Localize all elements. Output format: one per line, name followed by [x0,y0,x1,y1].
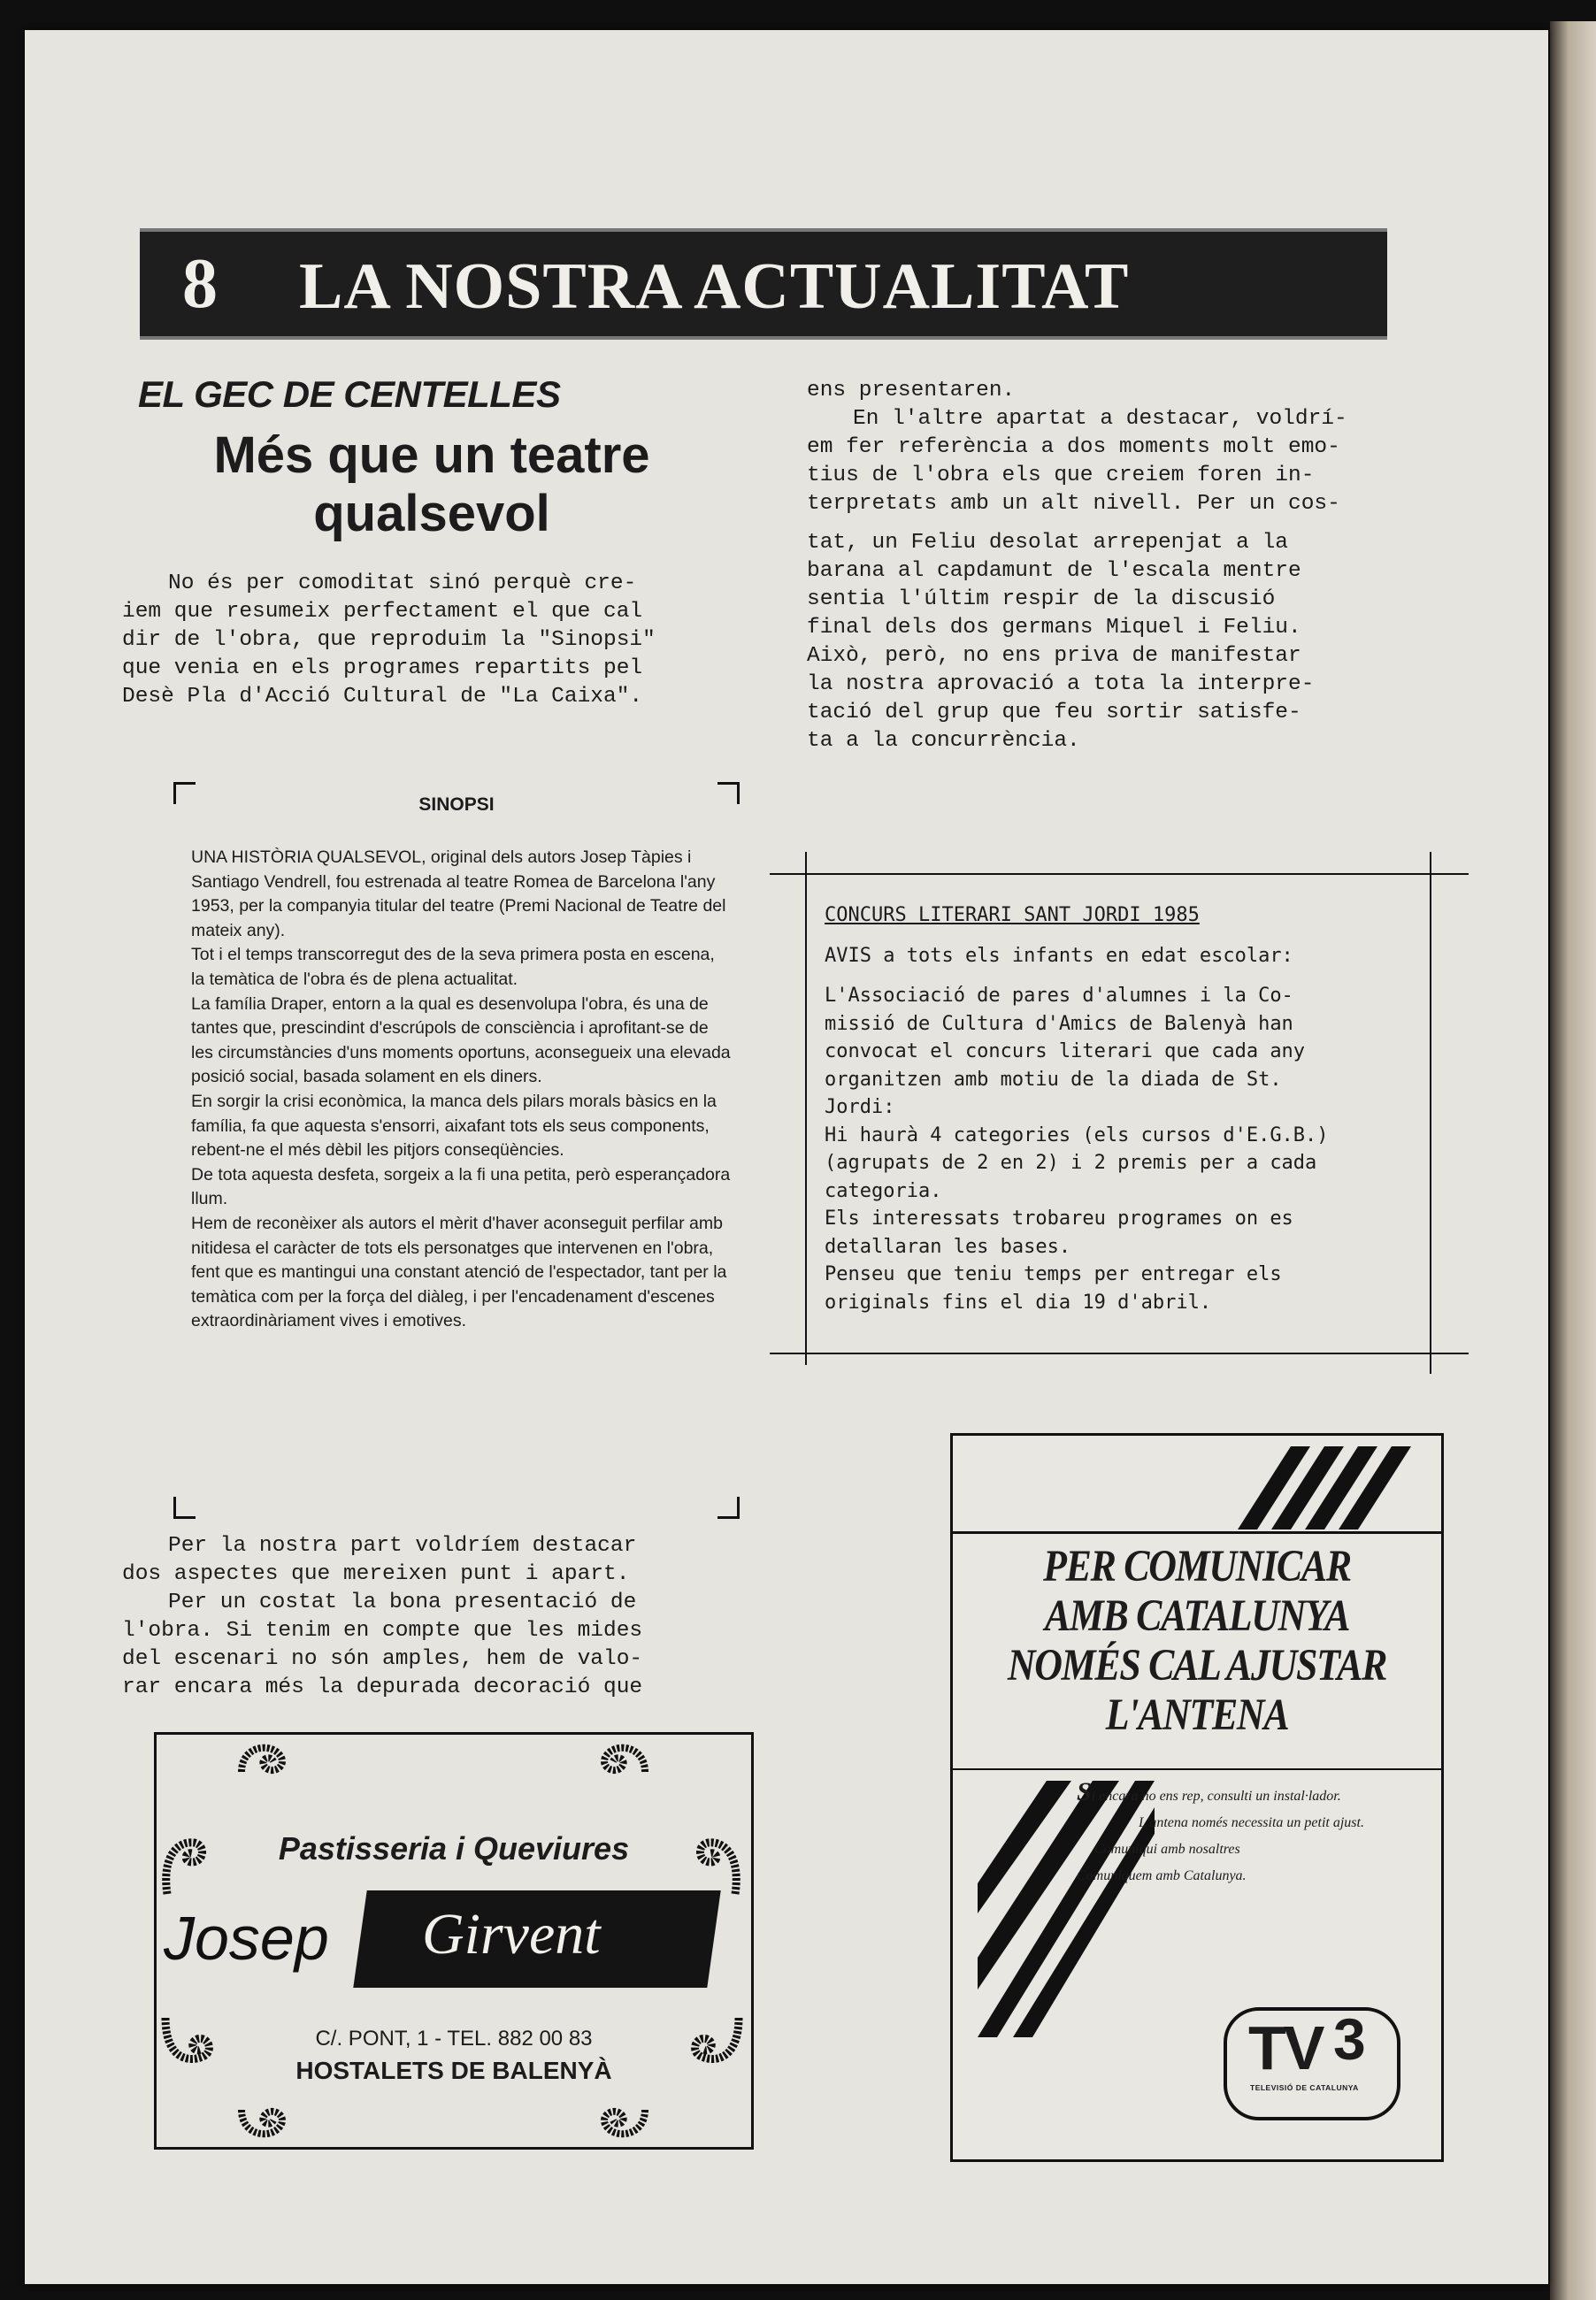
box-corner [173,1497,196,1519]
section-title: LA NOSTRA ACTUALITAT [299,250,1130,323]
sinopsi-paragraph: Hem de reconèixer als autors el mèrit d'haver aconseguit perfilar amb nitidesa el caràcter de tots els personatges que intervenen en l'obra, fent que es mantingui una constant atenció de l'espectador, tant per la temàtica com per la força del diàleg, i per l'encadenament d'escenes extraordinàriament vives i emotives. [191,1213,727,1331]
logo-first-name: Josep [164,1904,329,1973]
ad-divider [953,1531,1441,1534]
rule-top [770,873,1469,875]
logo-tv-text: TV [1248,2013,1323,2082]
box-corner [717,1497,740,1519]
sinopsi-paragraph: La família Draper, entorn a la qual es desenvolupa l'obra, és una de tantes que, prescindint d'escrúpols de consciència i aprofitant-se de les circumstàncies d'uns moments oportuns, aconsegueix una elevada posició social, basada solament en els diners. [191,993,731,1087]
article-headline [131,426,733,543]
stripes-graphic-icon [1238,1446,1432,1530]
intro-line: iem que resumeix perfectament el que cal [122,600,643,624]
concurs-line: organitzen amb motiu de la diada de St. [825,1068,1282,1091]
body-line: final dels dos germans Miquel i Feliu. [807,616,1301,640]
dropcap: S [1077,1777,1092,1806]
fine-print-line: Comuniquem amb Catalunya. [1077,1868,1247,1883]
sinopsi-paragraph: Tot i el temps transcorregut des de la seva primera posta en escena, la temàtica de l'obra és de plena actualitat. [191,945,715,989]
concurs-line: (agrupats de 2 en 2) i 2 premis per a cada [825,1152,1317,1174]
ad-divider [953,1768,1441,1770]
concurs-line: Hi haurà 4 categories (els cursos d'E.G.B.) [825,1123,1329,1146]
logo-three-text: 3 [1333,2006,1366,2072]
body-line: barana al capdamunt de l'escala mentre [807,559,1301,583]
page-spine [1550,21,1596,2300]
body-line: em fer referència a dos moments molt emo- [807,435,1340,459]
section-banner [140,228,1387,340]
shop-type: Pastisseria i Queviures [278,1830,630,1867]
fine-print-line: L'antena només necessita un petit ajust. [1139,1815,1364,1830]
tv3-fine-print [1077,1779,1431,1890]
shop-address: C/. PONT, 1 - TEL. 882 00 83 [315,2027,593,2051]
scroll-ornament-icon [236,1736,300,1800]
scroll-ornament-icon [587,1736,650,1800]
slogan-line: NOMÉS CAL AJUSTAR [1007,1641,1387,1690]
shop-town: HOSTALETS DE BALENYÀ [295,2057,612,2084]
body-line: tius de l'obra els que creiem foren in- [807,464,1315,487]
tv3-logo [1224,2007,1400,2120]
concurs-line: Els interessats trobareu programes on es [825,1208,1293,1230]
concurs-line: L'Associació de pares d'alumnes i la Co- [825,985,1293,1007]
magazine-page [25,30,1548,2284]
sinopsi-box [173,782,740,1519]
body-line: ens presentaren. [807,379,1016,402]
concurs-notice [770,866,1469,1361]
sinopsi-paragraph: UNA HISTÒRIA QUALSEVOL, original dels autors Josep Tàpies i Santiago Vendrell, fou estrenada al teatre Romea de Barcelona l'any 1953, per la companyia titular del teatre (Premi Nacional de Teatre del mateix any). [191,847,726,940]
scroll-ornament-icon [587,2082,650,2145]
intro-line: No és per comoditat sinó perquè cre- [168,571,637,595]
intro-line: Desè Pla d'Acció Cultural de "La Caixa". [122,685,643,709]
fine-print-text: i encara no ens rep, consulti un instal·lador. [1091,1789,1341,1804]
slogan-line: L'ANTENA [1105,1690,1289,1740]
tv3-advertisement [950,1433,1444,2162]
intro-line: dir de l'obra, que reproduim la "Sinopsi" [122,628,656,652]
article-continuation [122,1532,750,1702]
concurs-title: CONCURS LITERARI SANT JORDI 1985 [825,904,1200,926]
concurs-text [825,901,1444,1316]
rule-left [805,852,807,1365]
sinopsi-body [191,846,731,1334]
body-line: ta a la concurrència. [807,729,1080,753]
fine-print-line: Comuniqui amb nosaltres [1094,1842,1240,1857]
body-line: rar encara més la depurada decoració que [122,1675,643,1699]
tv3-slogan [987,1542,1408,1740]
sinopsi-paragraph: De tota aquesta desfeta, sorgeix a la fi una petita, però esperançadora llum. [191,1164,731,1209]
slogan-line: PER COMUNICAR [1043,1542,1351,1591]
body-line: del escenari no són amples, hem de valo- [122,1647,643,1671]
body-line: En l'altre apartat a destacar, voldrí- [853,407,1347,431]
body-line: tat, un Feliu desolat arrepenjat a la [807,531,1288,555]
body-line: Això, però, no ens priva de manifestar [807,644,1301,668]
sinopsi-title: SINOPSI [418,794,495,815]
article-right-column [807,377,1444,755]
girvent-advertisement [154,1732,754,2150]
concurs-line: categoria. [825,1179,942,1202]
concurs-line: detallaran les bases. [825,1235,1071,1258]
body-line: dos aspectes que mereixen punt i apart. [122,1562,630,1586]
concurs-line: originals fins el dia 19 d'abril. [825,1291,1212,1314]
body-line: la nostra aprovació a tota la interpre- [807,672,1315,696]
logo-last-name: Girvent [422,1902,601,1966]
headline-line-1: Més que un teatre [213,426,650,484]
concurs-line: missió de Cultura d'Amics de Balenyà han [825,1012,1293,1035]
concurs-line: convocat el concurs literari que cada any [825,1040,1306,1062]
slogan-line: AMB CATALUNYA [1044,1591,1350,1641]
article-kicker: EL GEC DE CENTELLES [138,373,561,415]
rule-bottom [770,1353,1469,1354]
concurs-line: AVIS a tots els infants en edat escolar: [825,944,1293,967]
body-line: l'obra. Si tenim en compte que les mides [122,1619,643,1643]
logo-subtitle: TELEVISIÓ DE CATALUNYA [1250,2083,1359,2092]
body-line: terpretats amb un alt nivell. Per un cos- [807,492,1340,516]
concurs-line: Jordi: [825,1096,895,1118]
body-line: Per la nostra part voldríem destacar [168,1534,637,1558]
headline-line-2: qualsevol [313,485,550,542]
article-intro [122,570,741,711]
scroll-ornament-icon [236,2082,300,2145]
page-number: 8 [182,245,218,323]
body-line: tació del grup que feu sortir satisfe- [807,701,1301,724]
concurs-line: Penseu que teniu temps per entregar els [825,1263,1282,1285]
sinopsi-paragraph: En sorgir la crisi econòmica, la manca dels pilars morals bàsics en la família, fa que aquesta s'ensorri, aixafant tots els seus components, rebent-ne el més dèbil les pitjors conseqüències. [191,1091,717,1161]
intro-line: que venia en els programes repartits pel [122,656,643,680]
body-line: Per un costat la bona presentació de [168,1591,637,1614]
fine-print-line [1077,1779,1431,1810]
concurs-spacer [825,970,1444,982]
body-line: sentia l'últim respir de la discusió [807,587,1276,611]
